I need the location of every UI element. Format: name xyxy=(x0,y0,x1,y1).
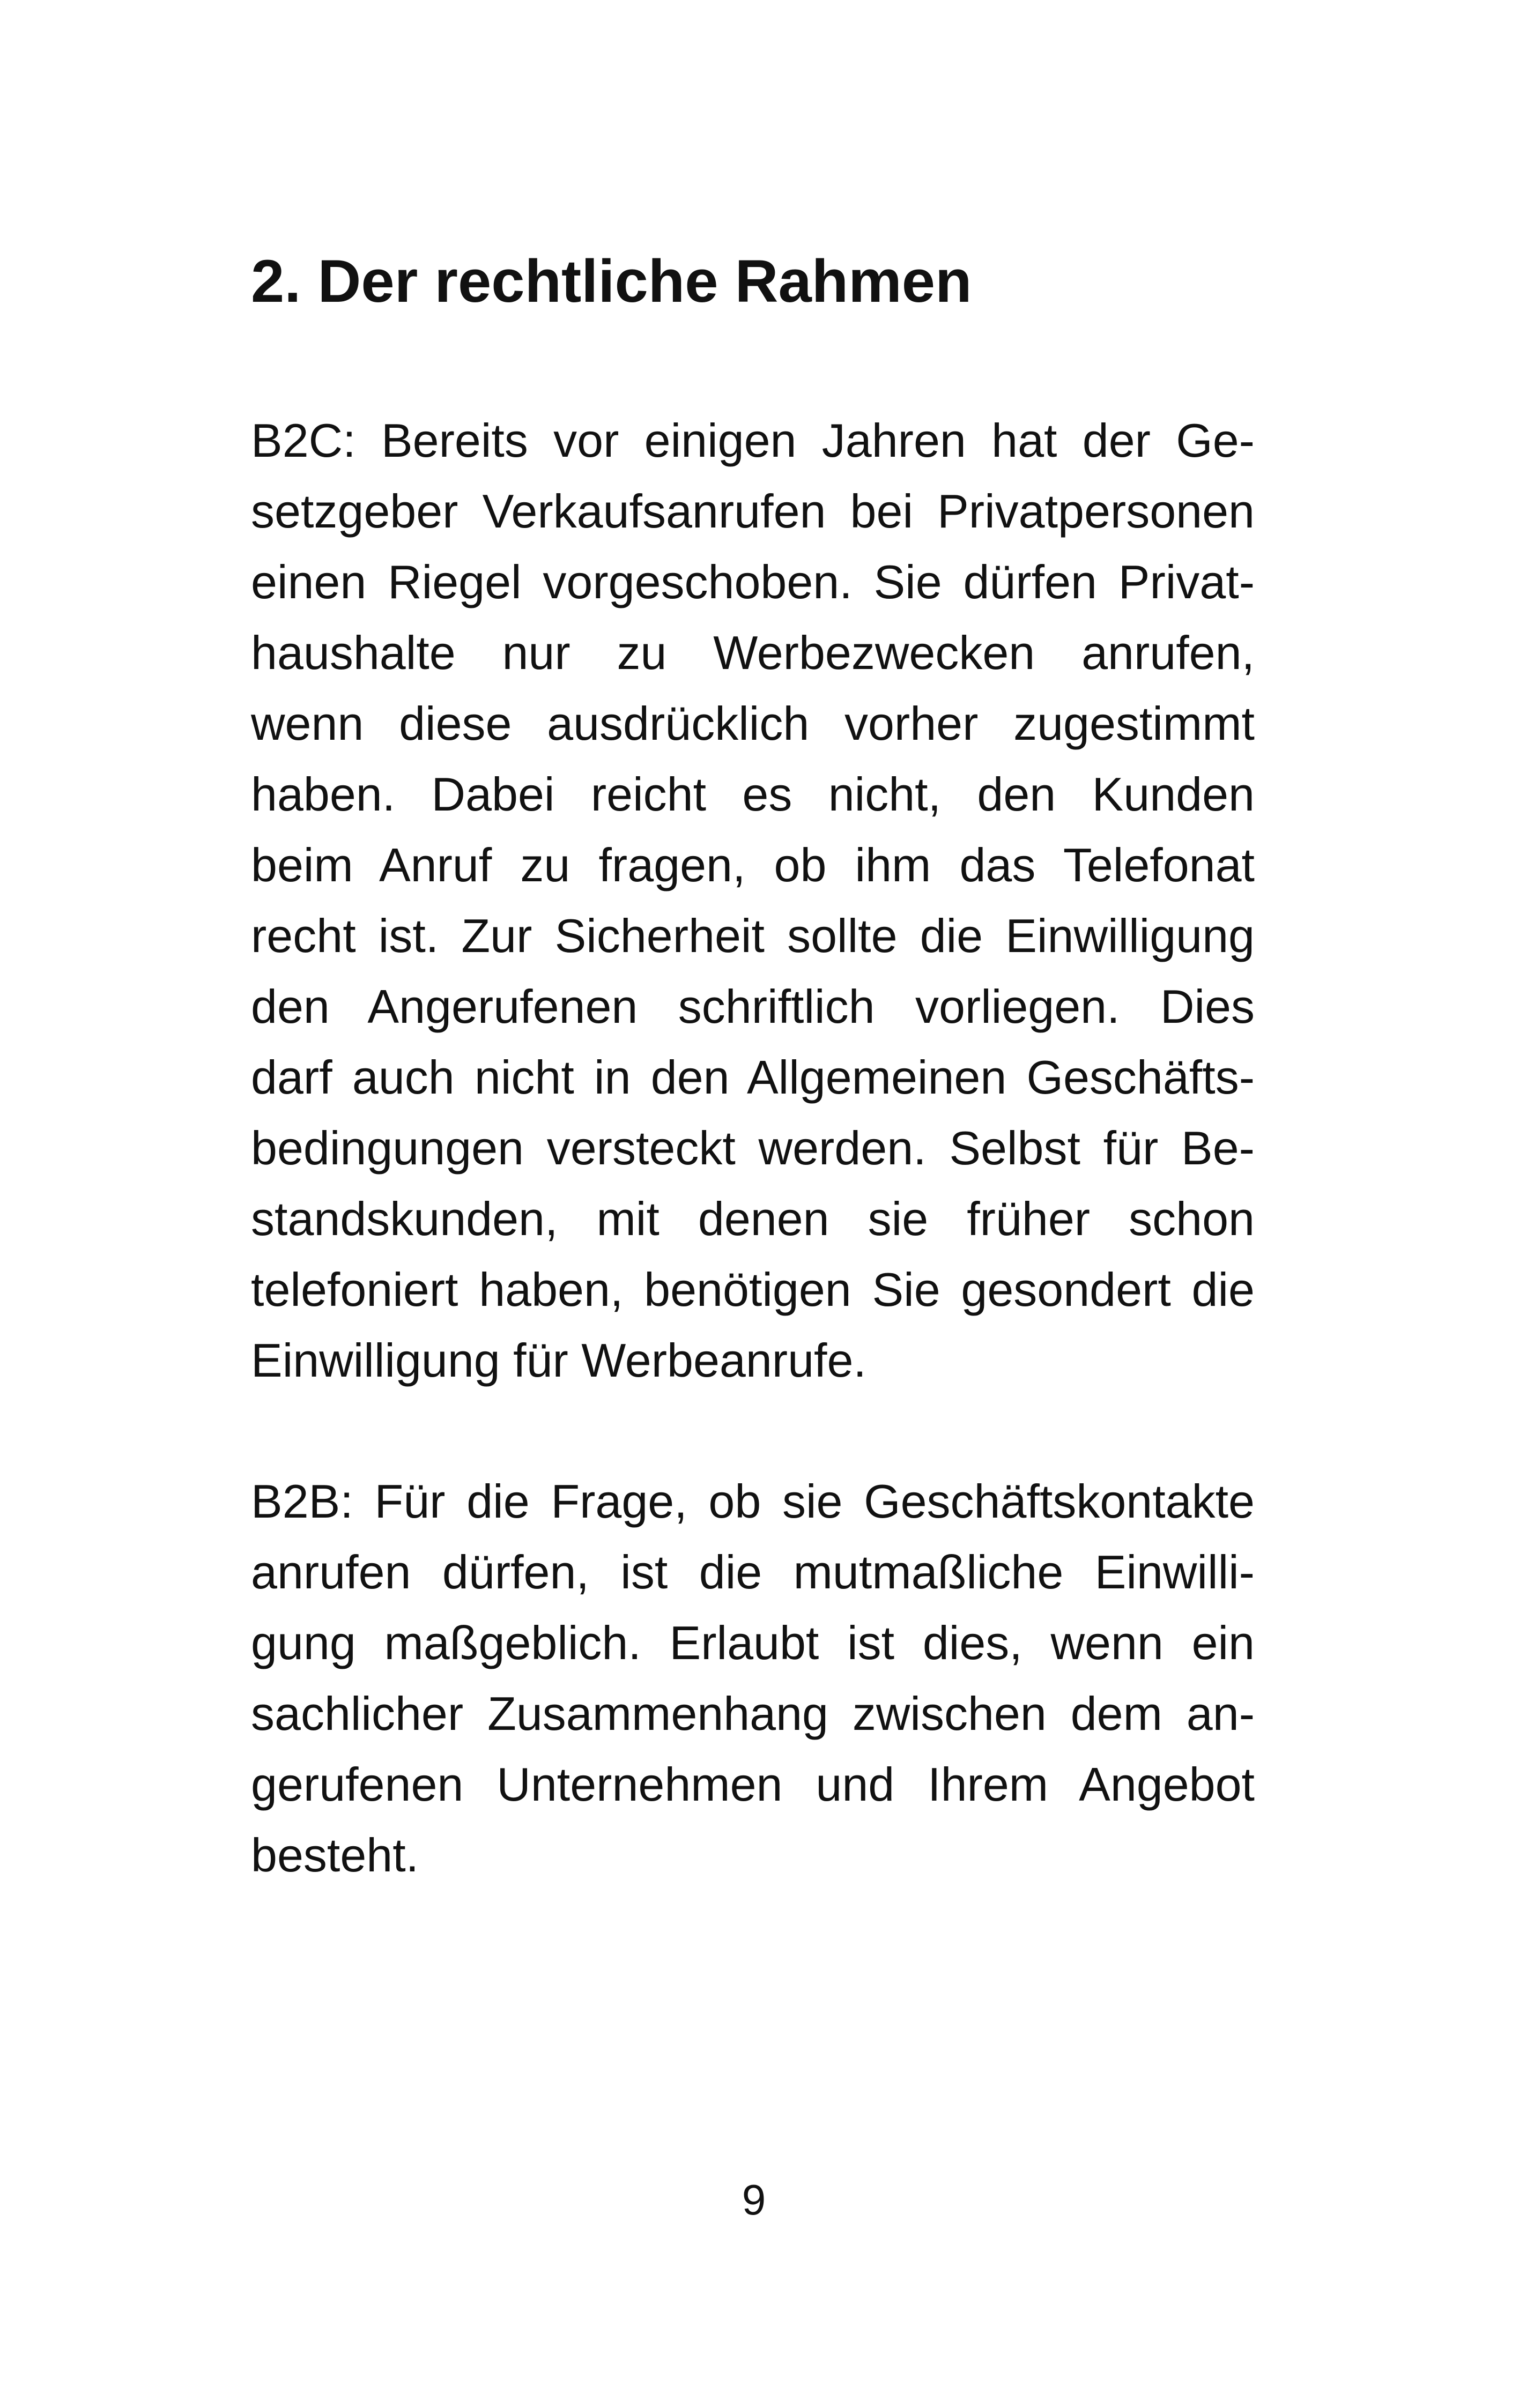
paragraph-b2b xyxy=(251,1466,1255,1891)
text-line: den Angerufenen schriftlich vorliegen. Dies xyxy=(251,980,1255,1033)
paragraph-b2c xyxy=(251,405,1255,1396)
text-line: setzgeber Verkaufsanrufen bei Privatpersonen xyxy=(251,485,1255,538)
text-line: besteht. xyxy=(251,1829,419,1882)
text-line: beim Anruf zu fragen, ob ihm das Telefonat xyxy=(251,838,1255,891)
text-line: telefoniert haben, benötigen Sie gesondert die xyxy=(251,1263,1255,1316)
text-line: darf auch nicht in den Allgemeinen Geschäfts- xyxy=(251,1051,1255,1104)
text-line: Einwilligung für Werbeanrufe. xyxy=(251,1334,866,1387)
chapter-heading: 2. Der rechtliche Rahmen xyxy=(251,248,972,315)
text-line: haushalte nur zu Werbezwecken anrufen, xyxy=(251,626,1255,679)
text-line: recht ist. Zur Sicherheit sollte die Einwilligung xyxy=(251,909,1255,962)
text-line: gerufenen Unternehmen und Ihrem Angebot xyxy=(251,1758,1255,1811)
text-line: standskunden, mit denen sie früher schon xyxy=(251,1192,1255,1245)
text-line: bedingungen versteckt werden. Selbst für Be- xyxy=(251,1121,1255,1175)
text-line: B2C: Bereits vor einigen Jahren hat der Ge- xyxy=(251,414,1255,467)
text-line: sachlicher Zusammenhang zwischen dem an- xyxy=(251,1687,1255,1740)
text-line: gung maßgeblich. Erlaubt ist dies, wenn ein xyxy=(251,1616,1255,1669)
text-line: einen Riegel vorgeschoben. Sie dürfen Privat- xyxy=(251,555,1255,608)
text-line: B2B: Für die Frage, ob sie Geschäftskontakte xyxy=(251,1475,1255,1528)
text-line: haben. Dabei reicht es nicht, den Kunden xyxy=(251,768,1255,821)
text-line: anrufen dürfen, ist die mutmaßliche Einwilli- xyxy=(251,1545,1255,1599)
text-line: wenn diese ausdrücklich vorher zugestimmt xyxy=(251,697,1255,750)
page-number: 9 xyxy=(742,2176,766,2224)
